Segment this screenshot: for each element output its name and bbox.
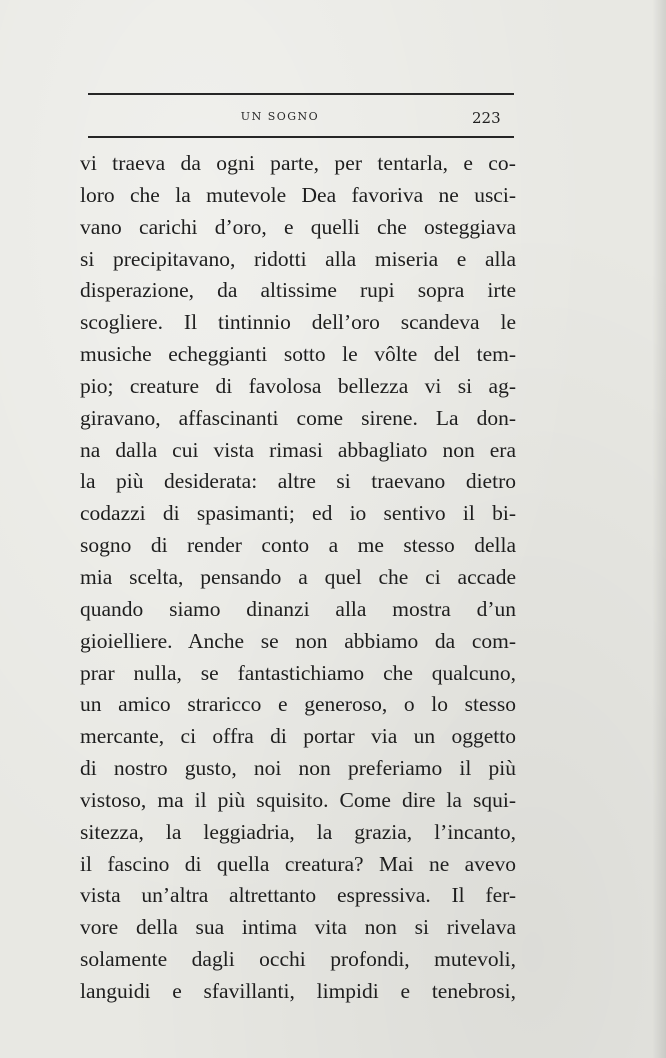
text-line: la più desiderata: altre si traevano dietro <box>80 469 516 494</box>
header-rule-top <box>88 93 514 95</box>
page-number: 223 <box>472 109 501 127</box>
text-line: sogno di render conto a me stesso della <box>80 533 516 558</box>
header-rule-bottom <box>88 136 514 138</box>
text-line: quando siamo dinanzi alla mostra d’un <box>80 596 516 621</box>
text-line: musiche echeggianti sotto le vôlte del tem- <box>80 342 516 367</box>
text-line: gioielliere. Anche se non abbiamo da com- <box>80 628 516 653</box>
text-line: si precipitavano, ridotti alla miseria e alla <box>80 246 516 271</box>
text-line: scogliere. Il tintinnio dell’oro scandeva le <box>80 310 516 335</box>
text-line: mercante, ci offra di portar via un oggetto <box>80 724 516 749</box>
text-line: il fascino di quella creatura? Mai ne avevo <box>80 851 516 876</box>
text-line: giravano, affascinanti come sirene. La don- <box>80 405 516 430</box>
text-line: un amico straricco e generoso, o lo stesso <box>80 692 516 717</box>
running-title: UN SOGNO <box>240 110 320 123</box>
text-line: vano carichi d’oro, e quelli che osteggiava <box>80 214 516 239</box>
text-line: solamente dagli occhi profondi, mutevoli, <box>80 947 516 972</box>
page-edge-shadow <box>652 0 666 1058</box>
text-line: vi traeva da ogni parte, per tentarla, e co- <box>80 151 516 175</box>
text-line: loro che la mutevole Dea favoriva ne usci- <box>80 182 516 207</box>
text-line: mia scelta, pensando a quel che ci accade <box>80 564 516 589</box>
text-line: prar nulla, se fantastichiamo che qualcuno, <box>80 660 516 685</box>
text-line: vore della sua intima vita non si rivelava <box>80 915 516 940</box>
text-line: vistoso, ma il più squisito. Come dire la squi- <box>80 787 516 812</box>
text-line: disperazione, da altissime rupi sopra irte <box>80 278 516 303</box>
text-line: pio; creature di favolosa bellezza vi si ag- <box>80 373 516 398</box>
text-line: di nostro gusto, noi non preferiamo il più <box>80 756 516 781</box>
text-line: languidi e sfavillanti, limpidi e tenebrosi, <box>80 978 516 1003</box>
text-line: vista un’altra altrettanto espressiva. Il fer- <box>80 883 516 908</box>
text-line: na dalla cui vista rimasi abbagliato non era <box>80 437 516 462</box>
text-line: sitezza, la leggiadria, la grazia, l’incanto, <box>80 819 516 844</box>
text-line: codazzi di spasimanti; ed io sentivo il bi- <box>80 501 516 526</box>
body-text <box>80 148 516 1008</box>
